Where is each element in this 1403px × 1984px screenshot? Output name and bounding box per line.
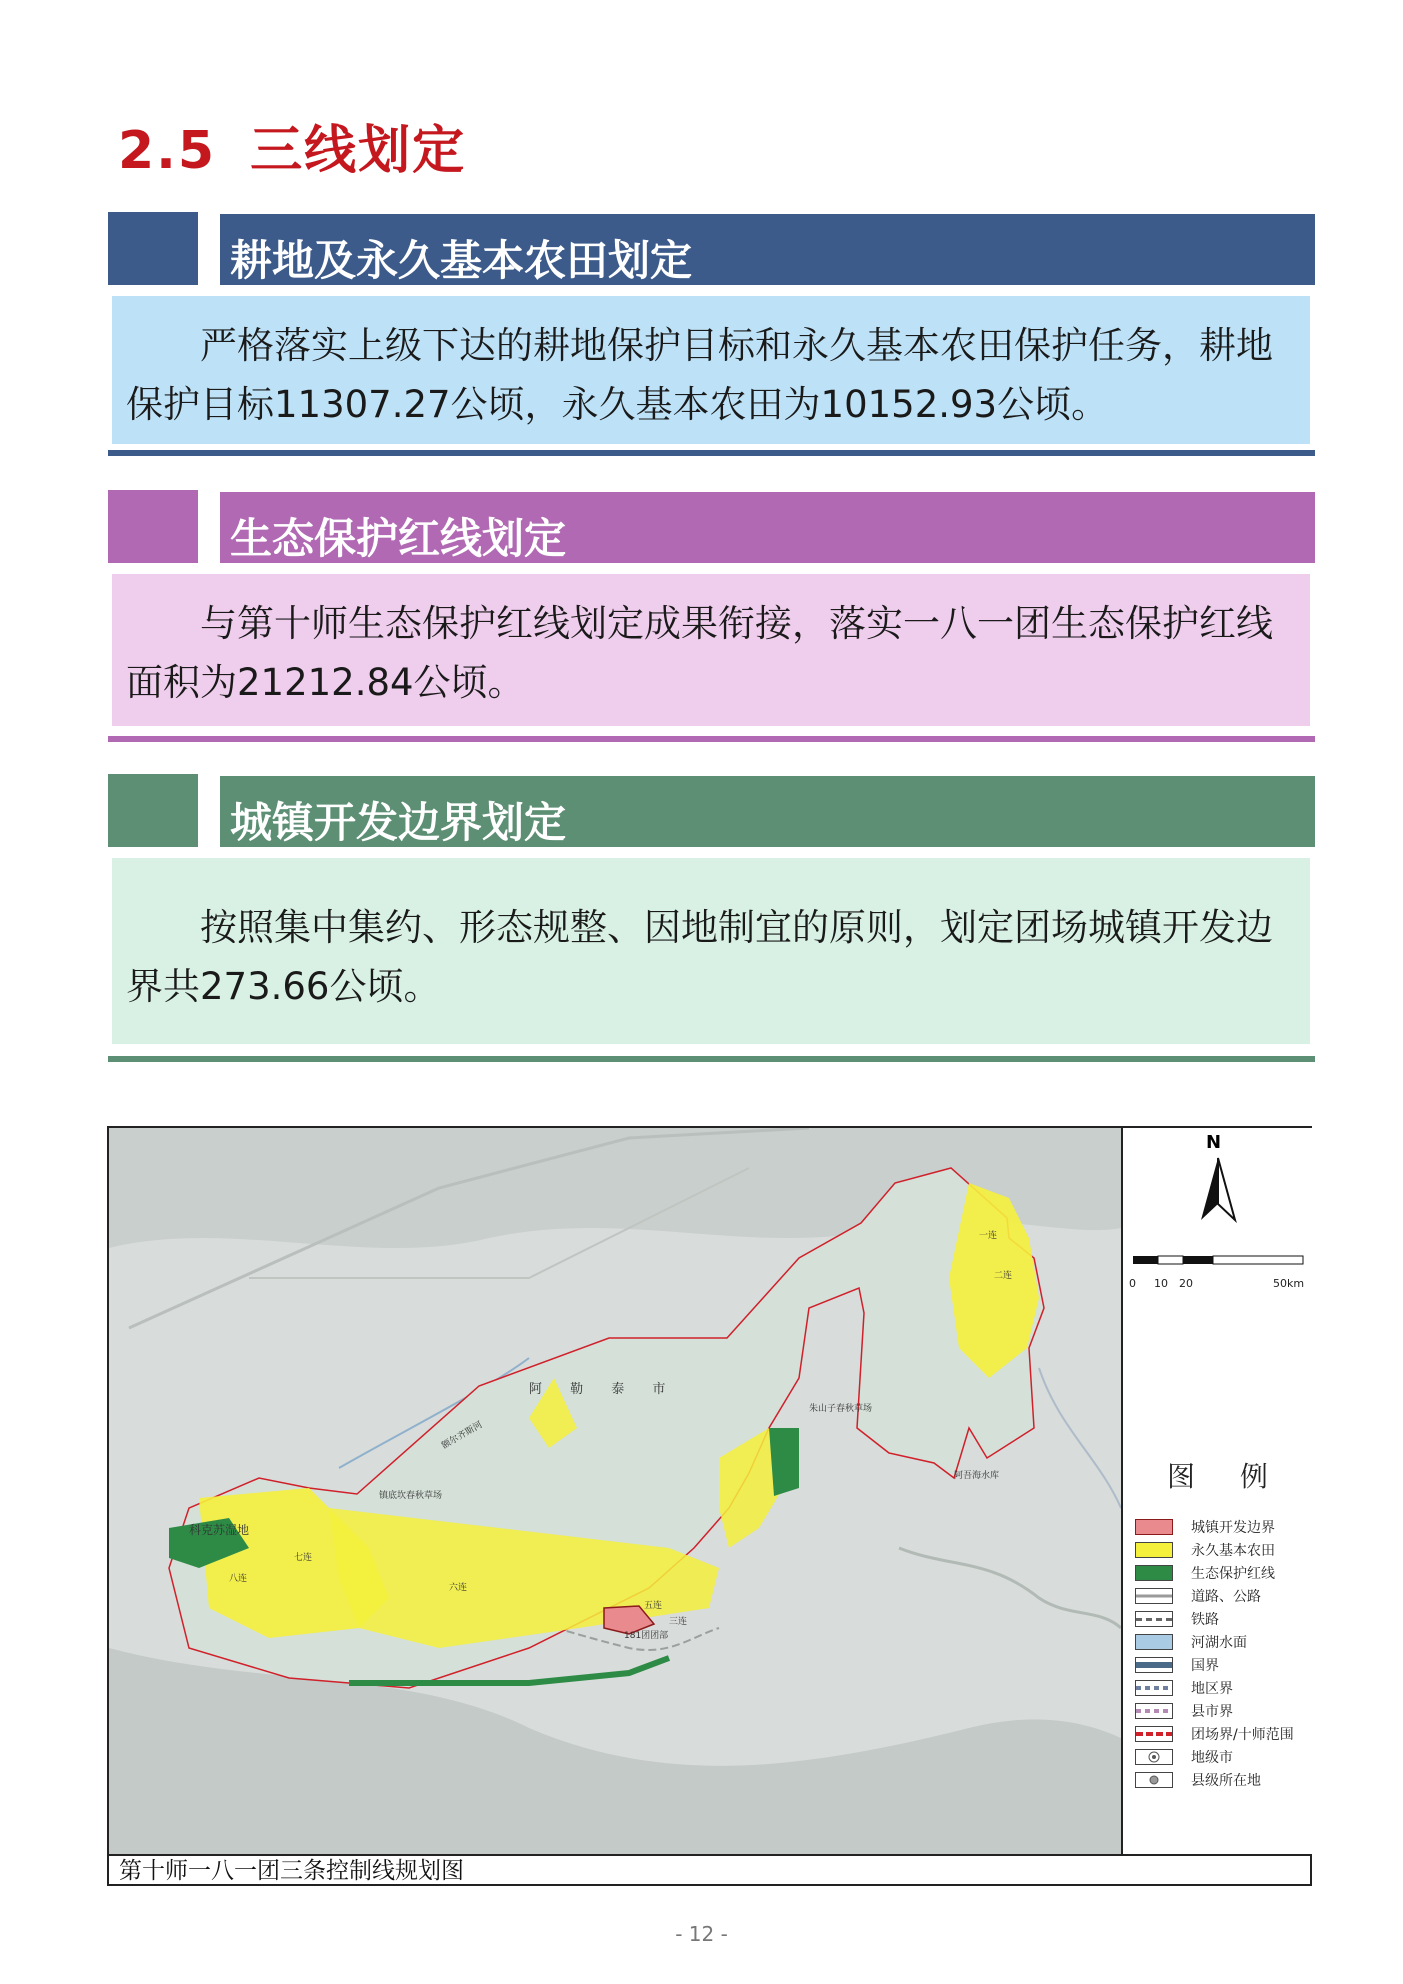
- map-legend-panel: [1121, 1128, 1312, 1854]
- map-label-company-5: 五连: [644, 1601, 663, 1611]
- heading-stub: [108, 490, 198, 563]
- legend-label: 永久基本农田: [1191, 1543, 1275, 1559]
- north-label: N: [1206, 1132, 1222, 1153]
- map-label-regiment-hq: 181团团部: [624, 1631, 669, 1641]
- legend-label: 县市界: [1191, 1704, 1233, 1720]
- heading-stub: [108, 774, 198, 847]
- map-label-company-3: 三连: [669, 1617, 688, 1627]
- scale-tick-0: 0: [1129, 1277, 1136, 1290]
- map-label-wetland: 科克苏湿地: [189, 1523, 250, 1537]
- legend-label: 道路、公路: [1191, 1589, 1261, 1605]
- county-seat-symbol-icon: [1135, 1772, 1173, 1788]
- map-label-reservoir: 阿吾海水库: [954, 1471, 1000, 1481]
- scale-tick-50: 50km: [1273, 1277, 1305, 1290]
- road-swatch-icon: [1135, 1588, 1173, 1604]
- page-number: - 12 -: [675, 1922, 728, 1946]
- legend-label: 生态保护红线: [1191, 1566, 1275, 1582]
- section-divider: [108, 1056, 1315, 1062]
- map-label-company-1: 一连: [979, 1231, 998, 1241]
- eco-redline-swatch-icon: [1135, 1565, 1173, 1581]
- section-heading: 耕地及永久基本农田划定: [220, 214, 1315, 285]
- water-swatch-icon: [1135, 1634, 1173, 1650]
- legend-label: 地级市: [1191, 1750, 1233, 1766]
- urban-boundary-swatch-icon: [1135, 1519, 1173, 1535]
- county-border-swatch-icon: [1135, 1703, 1173, 1719]
- north-arrow-icon: [1193, 1156, 1243, 1224]
- section-divider: [108, 450, 1315, 456]
- map-label-river: 额尔齐斯河: [440, 1420, 485, 1452]
- section-heading: 生态保护红线划定: [220, 492, 1315, 563]
- map-label-company-6: 六连: [449, 1583, 468, 1593]
- section-title: [118, 108, 466, 183]
- legend-label: 县级所在地: [1191, 1773, 1261, 1789]
- heading-stub: [108, 212, 198, 285]
- legend-title: 图 例: [1167, 1460, 1286, 1493]
- map-label-company-8: 八连: [229, 1574, 248, 1584]
- section-body: 按照集中集约、形态规整、因地制宜的原则，划定团场城镇开发边界共273.66公顷。: [112, 858, 1310, 1044]
- section-divider: [108, 736, 1315, 742]
- farmland-swatch-icon: [1135, 1542, 1173, 1558]
- legend-label: 城镇开发边界: [1191, 1520, 1275, 1536]
- section-heading: 城镇开发边界划定: [220, 776, 1315, 847]
- regiment-border-swatch-icon: [1135, 1726, 1173, 1742]
- map-label-grassland: 朱山子春秋草场: [809, 1404, 873, 1414]
- map-label-company-7: 七连: [294, 1553, 313, 1563]
- scale-tick-10: 10: [1154, 1277, 1168, 1290]
- scale-bar-icon: [1131, 1252, 1307, 1274]
- map-label-spring-autumn-pasture: 镇底坎春秋草场: [379, 1491, 443, 1501]
- region-border-swatch-icon: [1135, 1680, 1173, 1696]
- legend-label: 铁路: [1191, 1612, 1219, 1628]
- planning-map: [109, 1128, 1121, 1854]
- planning-map-figure: [107, 1126, 1312, 1886]
- scale-tick-20: 20: [1179, 1277, 1193, 1290]
- figure-caption: 第十师一八一团三条控制线规划图: [109, 1854, 1310, 1884]
- national-border-swatch-icon: [1135, 1657, 1173, 1673]
- legend-label: 地区界: [1191, 1681, 1233, 1697]
- section-body: 严格落实上级下达的耕地保护目标和永久基本农田保护任务，耕地保护目标11307.27公顷，永久基本农田为10152.93公顷。: [112, 296, 1310, 444]
- section-title-text: 三线划定: [250, 121, 467, 181]
- section-body: 与第十师生态保护红线划定成果衔接，落实一八一团生态保护红线面积为21212.84公顷。: [112, 574, 1310, 726]
- map-label-company-2: 二连: [994, 1271, 1013, 1281]
- railway-swatch-icon: [1135, 1611, 1173, 1627]
- map-graphic: [109, 1128, 1121, 1854]
- legend-label: 河湖水面: [1191, 1635, 1247, 1651]
- legend-label: 团场界/十师范围: [1191, 1727, 1294, 1743]
- legend-label: 国界: [1191, 1658, 1219, 1674]
- section-number: 2.5: [118, 121, 217, 181]
- prefecture-city-symbol-icon: [1135, 1749, 1173, 1765]
- map-label-altay-city: 阿 勒 泰 市: [529, 1382, 678, 1397]
